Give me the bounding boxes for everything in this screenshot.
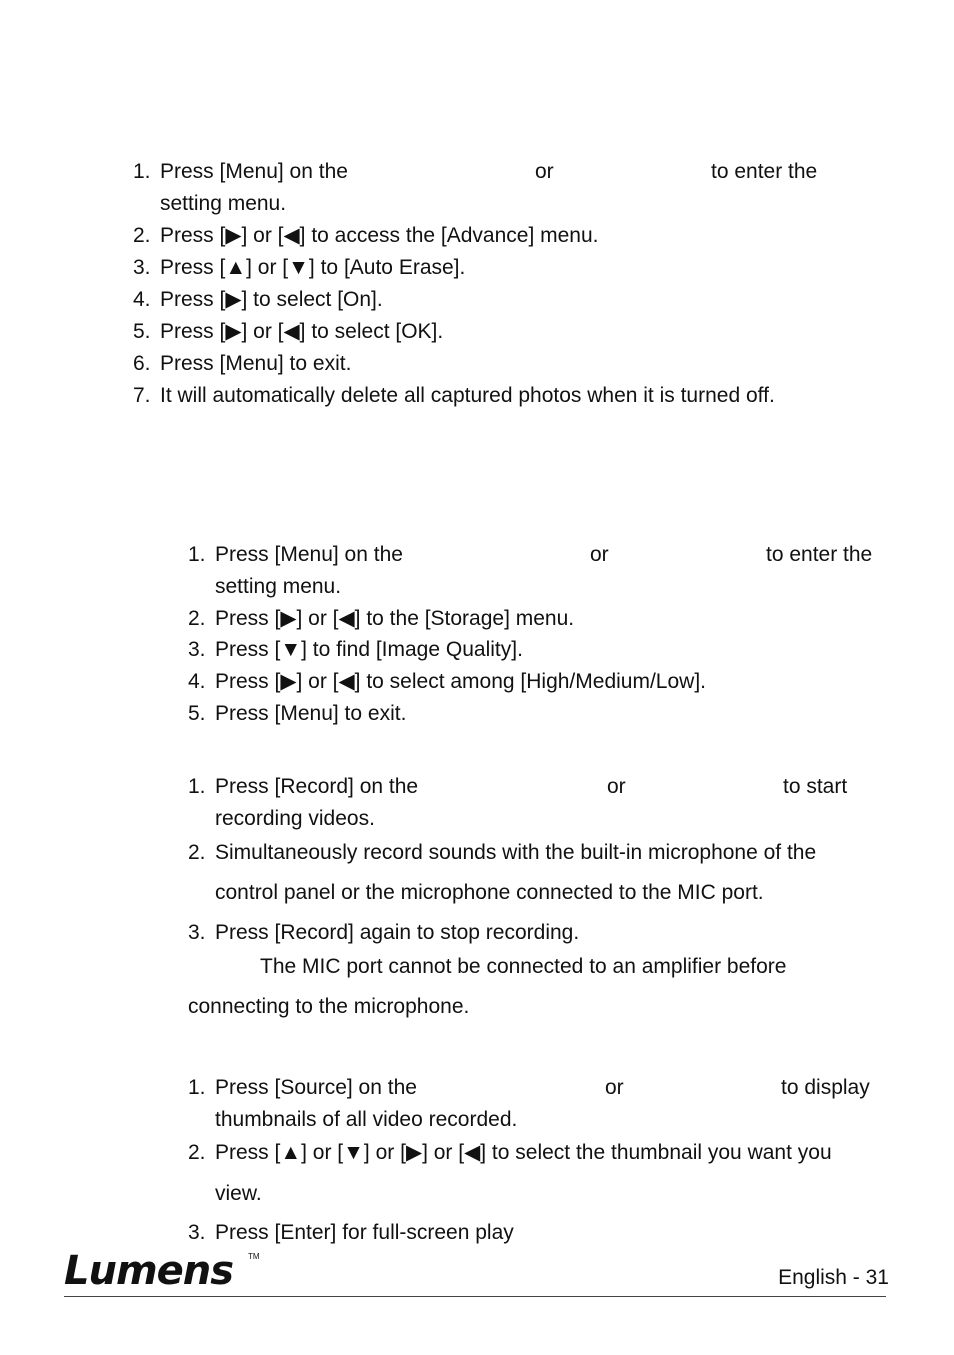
footer-divider bbox=[64, 1296, 886, 1297]
lumens-logo: Lumens bbox=[64, 1248, 234, 1294]
note-text: The MIC port cannot be connected to an amplifier before bbox=[260, 955, 787, 978]
trademark-mark: TM bbox=[248, 1252, 260, 1261]
page-number: English - 31 bbox=[778, 1266, 889, 1289]
note-text: connecting to the microphone. bbox=[188, 995, 470, 1018]
